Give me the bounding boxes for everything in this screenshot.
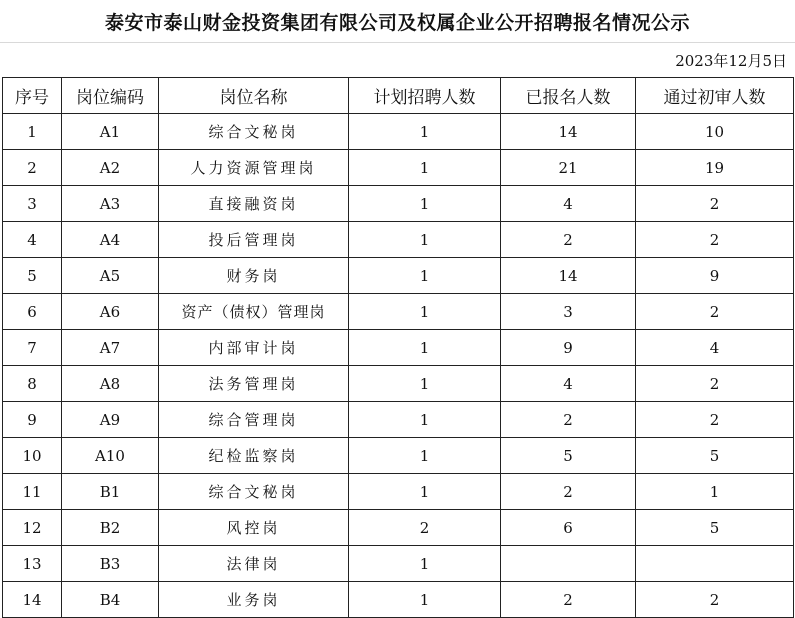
cell-planned-count: 1 xyxy=(349,366,501,402)
cell-position-code: A3 xyxy=(62,186,159,222)
cell-planned-count: 1 xyxy=(349,150,501,186)
cell-planned-count: 1 xyxy=(349,402,501,438)
table-row xyxy=(3,438,794,474)
cell-position-code: A5 xyxy=(62,258,159,294)
cell-position-name: 资产（债权）管理岗 xyxy=(159,294,349,330)
table-row xyxy=(3,258,794,294)
cell-serial: 10 xyxy=(3,438,62,474)
cell-serial: 13 xyxy=(3,546,62,582)
cell-passed-count: 9 xyxy=(636,258,794,294)
cell-planned-count: 1 xyxy=(349,474,501,510)
cell-position-name: 人力资源管理岗 xyxy=(159,150,349,186)
cell-serial: 1 xyxy=(3,114,62,150)
table-row xyxy=(3,294,794,330)
cell-passed-count: 2 xyxy=(636,222,794,258)
cell-planned-count: 1 xyxy=(349,186,501,222)
cell-registered-count: 2 xyxy=(501,402,636,438)
cell-registered-count: 5 xyxy=(501,438,636,474)
cell-planned-count: 1 xyxy=(349,582,501,618)
cell-registered-count: 9 xyxy=(501,330,636,366)
date-row xyxy=(0,43,795,77)
cell-planned-count: 1 xyxy=(349,114,501,150)
cell-serial: 11 xyxy=(3,474,62,510)
cell-position-code: A7 xyxy=(62,330,159,366)
cell-position-code: B2 xyxy=(62,510,159,546)
table-row xyxy=(3,546,794,582)
header-position-code: 岗位编码 xyxy=(62,78,159,114)
cell-registered-count: 2 xyxy=(501,222,636,258)
cell-position-name: 财务岗 xyxy=(159,258,349,294)
cell-registered-count xyxy=(501,546,636,582)
cell-planned-count: 1 xyxy=(349,330,501,366)
cell-planned-count: 1 xyxy=(349,438,501,474)
table-row xyxy=(3,186,794,222)
cell-passed-count: 10 xyxy=(636,114,794,150)
cell-registered-count: 4 xyxy=(501,186,636,222)
cell-position-code: A9 xyxy=(62,402,159,438)
table-row xyxy=(3,402,794,438)
table-row xyxy=(3,474,794,510)
header-registered-count: 已报名人数 xyxy=(501,78,636,114)
cell-serial: 8 xyxy=(3,366,62,402)
cell-position-code: A10 xyxy=(62,438,159,474)
table-row xyxy=(3,114,794,150)
publish-date: 2023年12月5日 xyxy=(675,51,787,70)
cell-registered-count: 2 xyxy=(501,474,636,510)
cell-position-name: 法律岗 xyxy=(159,546,349,582)
cell-position-name: 法务管理岗 xyxy=(159,366,349,402)
header-serial: 序号 xyxy=(3,78,62,114)
cell-position-code: B4 xyxy=(62,582,159,618)
cell-passed-count: 1 xyxy=(636,474,794,510)
table-row xyxy=(3,510,794,546)
cell-serial: 4 xyxy=(3,222,62,258)
cell-passed-count: 19 xyxy=(636,150,794,186)
cell-registered-count: 4 xyxy=(501,366,636,402)
cell-serial: 5 xyxy=(3,258,62,294)
cell-position-name: 综合管理岗 xyxy=(159,402,349,438)
cell-passed-count: 4 xyxy=(636,330,794,366)
cell-passed-count: 2 xyxy=(636,582,794,618)
table-row xyxy=(3,366,794,402)
cell-position-name: 内部审计岗 xyxy=(159,330,349,366)
cell-position-name: 纪检监察岗 xyxy=(159,438,349,474)
cell-registered-count: 14 xyxy=(501,114,636,150)
cell-position-name: 业务岗 xyxy=(159,582,349,618)
cell-serial: 7 xyxy=(3,330,62,366)
table-row xyxy=(3,582,794,618)
cell-registered-count: 21 xyxy=(501,150,636,186)
cell-passed-count: 2 xyxy=(636,402,794,438)
cell-planned-count: 1 xyxy=(349,258,501,294)
cell-position-name: 综合文秘岗 xyxy=(159,474,349,510)
document-title: 泰安市泰山财金投资集团有限公司及权属企业公开招聘报名情况公示 xyxy=(104,11,690,34)
cell-planned-count: 2 xyxy=(349,510,501,546)
cell-serial: 3 xyxy=(3,186,62,222)
cell-registered-count: 14 xyxy=(501,258,636,294)
cell-passed-count: 2 xyxy=(636,186,794,222)
cell-serial: 9 xyxy=(3,402,62,438)
cell-planned-count: 1 xyxy=(349,546,501,582)
cell-planned-count: 1 xyxy=(349,222,501,258)
cell-registered-count: 3 xyxy=(501,294,636,330)
table-row xyxy=(3,222,794,258)
cell-position-code: A8 xyxy=(62,366,159,402)
table-row xyxy=(3,150,794,186)
cell-position-code: B3 xyxy=(62,546,159,582)
recruitment-table xyxy=(2,77,794,618)
header-row xyxy=(3,78,794,114)
cell-serial: 12 xyxy=(3,510,62,546)
cell-position-name: 风控岗 xyxy=(159,510,349,546)
cell-registered-count: 2 xyxy=(501,582,636,618)
header-passed-count: 通过初审人数 xyxy=(636,78,794,114)
cell-position-code: A4 xyxy=(62,222,159,258)
title-row xyxy=(0,0,795,43)
cell-position-code: A1 xyxy=(62,114,159,150)
cell-planned-count: 1 xyxy=(349,294,501,330)
table-row xyxy=(3,330,794,366)
header-planned-count: 计划招聘人数 xyxy=(349,78,501,114)
cell-position-code: A6 xyxy=(62,294,159,330)
cell-serial: 6 xyxy=(3,294,62,330)
cell-passed-count: 2 xyxy=(636,294,794,330)
cell-position-code: B1 xyxy=(62,474,159,510)
cell-position-code: A2 xyxy=(62,150,159,186)
cell-passed-count xyxy=(636,546,794,582)
header-position-name: 岗位名称 xyxy=(159,78,349,114)
cell-position-name: 综合文秘岗 xyxy=(159,114,349,150)
cell-passed-count: 5 xyxy=(636,438,794,474)
cell-registered-count: 6 xyxy=(501,510,636,546)
cell-passed-count: 2 xyxy=(636,366,794,402)
cell-position-name: 直接融资岗 xyxy=(159,186,349,222)
cell-serial: 14 xyxy=(3,582,62,618)
cell-position-name: 投后管理岗 xyxy=(159,222,349,258)
cell-serial: 2 xyxy=(3,150,62,186)
cell-passed-count: 5 xyxy=(636,510,794,546)
